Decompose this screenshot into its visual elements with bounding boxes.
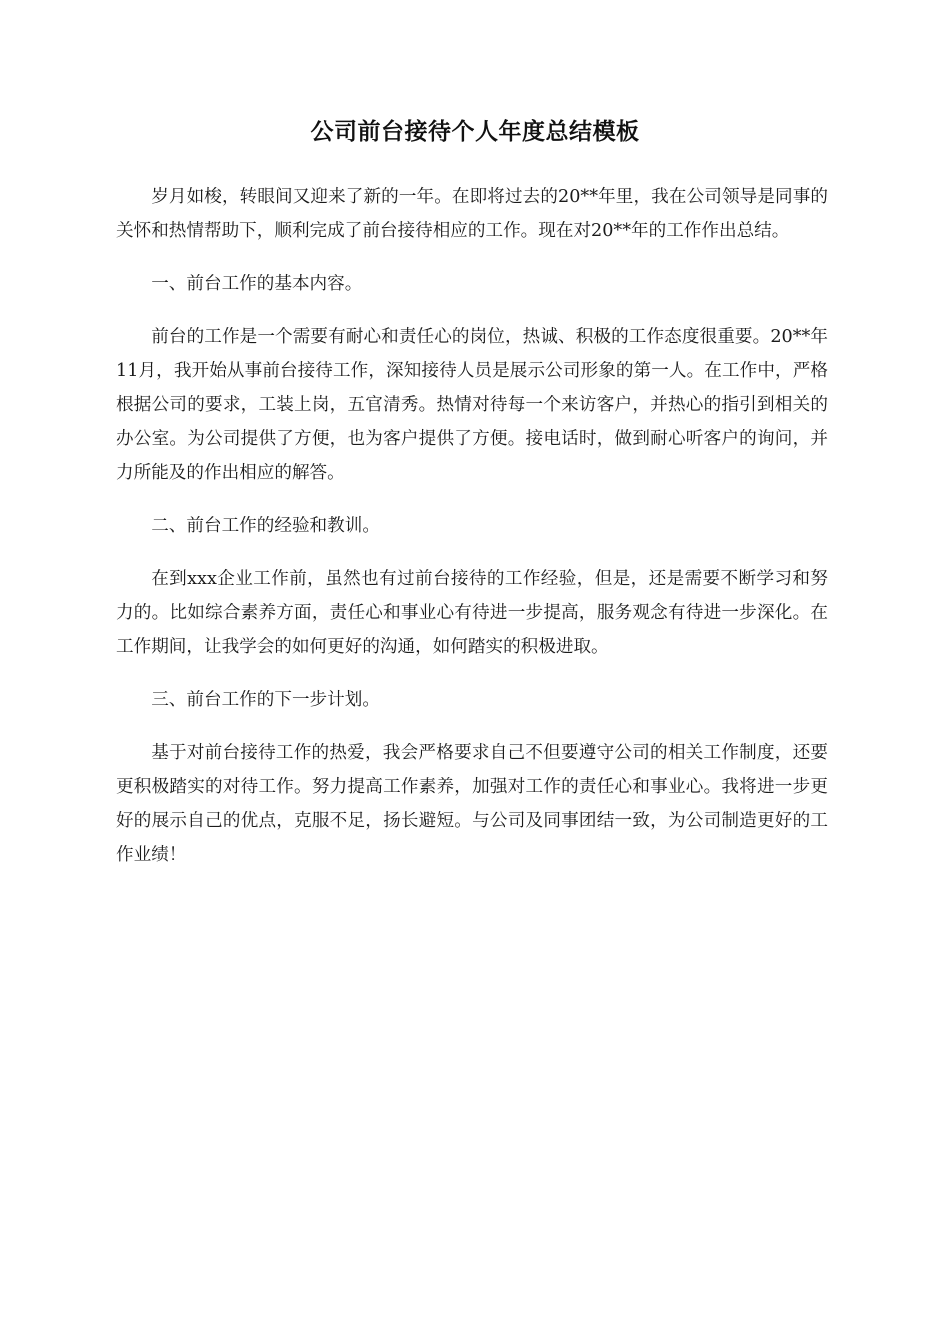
section-heading-2: 二、前台工作的经验和教训。 xyxy=(151,516,380,536)
section-paragraph-1: 前台的工作是一个需要有耐心和责任心的岗位，热诚、积极的工作态度很重要。20**年11月，我开始从事前台接待工作，深知接待人员是展示公司形象的第一人。在工作中，严格根据公司的要求，工装上岗，五官清秀。热情对待每一个来访客户，并热心的指引到相关的办公室。为公司提供了方便，也为客户提供了方便。接电话时，做到耐心听客户的询问，并力所能及的作出相应的解答。 xyxy=(116,327,828,483)
section-heading-1: 一、前台工作的基本内容。 xyxy=(151,274,363,294)
section-paragraph-2: 在到xxx企业工作前，虽然也有过前台接待的工作经验，但是，还是需要不断学习和努力的。比如综合素养方面，责任心和事业心有待进一步提高，服务观念有待进一步深化。在工作期间，让我学会的如何更好的沟通，如何踏实的积极进取。 xyxy=(116,569,828,657)
section-paragraph-3: 基于对前台接待工作的热爱，我会严格要求自己不但要遵守公司的相关工作制度，还要更积极踏实的对待工作。努力提高工作素养，加强对工作的责任心和事业心。我将进一步更好的展示自己的优点，克服不足，扬长避短。与公司及同事团结一致，为公司制造更好的工作业绩！ xyxy=(116,743,828,865)
document-title: 公司前台接待个人年度总结模板 xyxy=(310,119,640,145)
intro-paragraph: 岁月如梭，转眼间又迎来了新的一年。在即将过去的20**年里，我在公司领导是同事的关怀和热情帮助下，顺利完成了前台接待相应的工作。现在对20**年的工作作出总结。 xyxy=(116,187,828,241)
section-heading-3: 三、前台工作的下一步计划。 xyxy=(151,690,380,710)
document-body xyxy=(116,180,828,891)
